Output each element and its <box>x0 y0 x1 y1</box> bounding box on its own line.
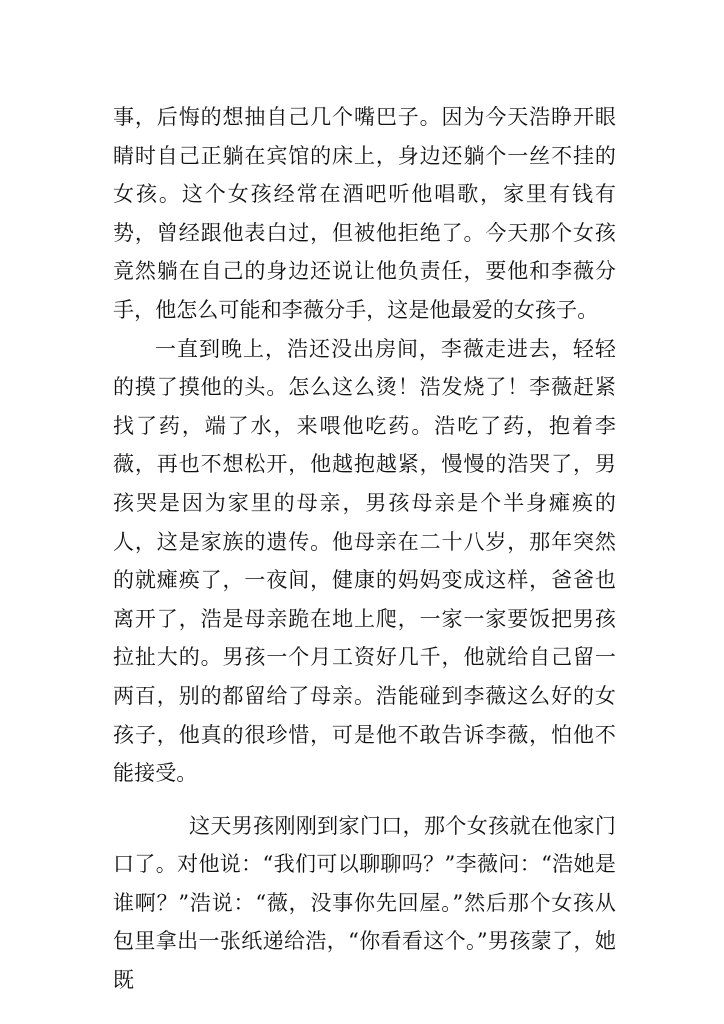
paragraph-3: 这天男孩刚刚到家门口，那个女孩就在他家门口了。对他说：“我们可以聊聊吗？”李薇问：“浩她是谁啊？”浩说：“薇，没事你先回屋。”然后那个女孩从包里拿出一张纸递给浩，“你看看这个。”男孩蒙了，她既 <box>113 813 616 993</box>
paragraph-2: 一直到晚上，浩还没出房间，李薇走进去，轻轻的摸了摸他的头。怎么这么烫！浩发烧了！李薇赶紧找了药，端了水，来喂他吃药。浩吃了药，抱着李薇，再也不想松开，他越抱越紧，慢慢的浩哭了，男孩哭是因为家里的母亲，男孩母亲是个半身瘫痪的人，这是家族的遗传。他母亲在二十八岁，那年突然的就瘫痪了，一夜间，健康的妈妈变成这样，爸爸也离开了，浩是母亲跪在地上爬，一家一家要饭把男孩拉扯大的。男孩一个月工资好几千，他就给自己留一两百，别的都留给了母亲。浩能碰到李薇这么好的女孩子，他真的很珍惜，可是他不敢告诉李薇，怕他不能接受。 <box>113 336 616 786</box>
paragraph-1: 事，后悔的想抽自己几个嘴巴子。因为今天浩睁开眼睛时自己正躺在宾馆的床上，身边还躺个一丝不挂的女孩。这个女孩经常在酒吧听他唱歌，家里有钱有势，曾经跟他表白过，但被他拒绝了。今天那个女孩竟然躺在自己的身边还说让他负责任，要他和李薇分手，他怎么可能和李薇分手，这是他最爱的女孩子。 <box>113 105 616 322</box>
paragraph-gap <box>113 793 616 807</box>
